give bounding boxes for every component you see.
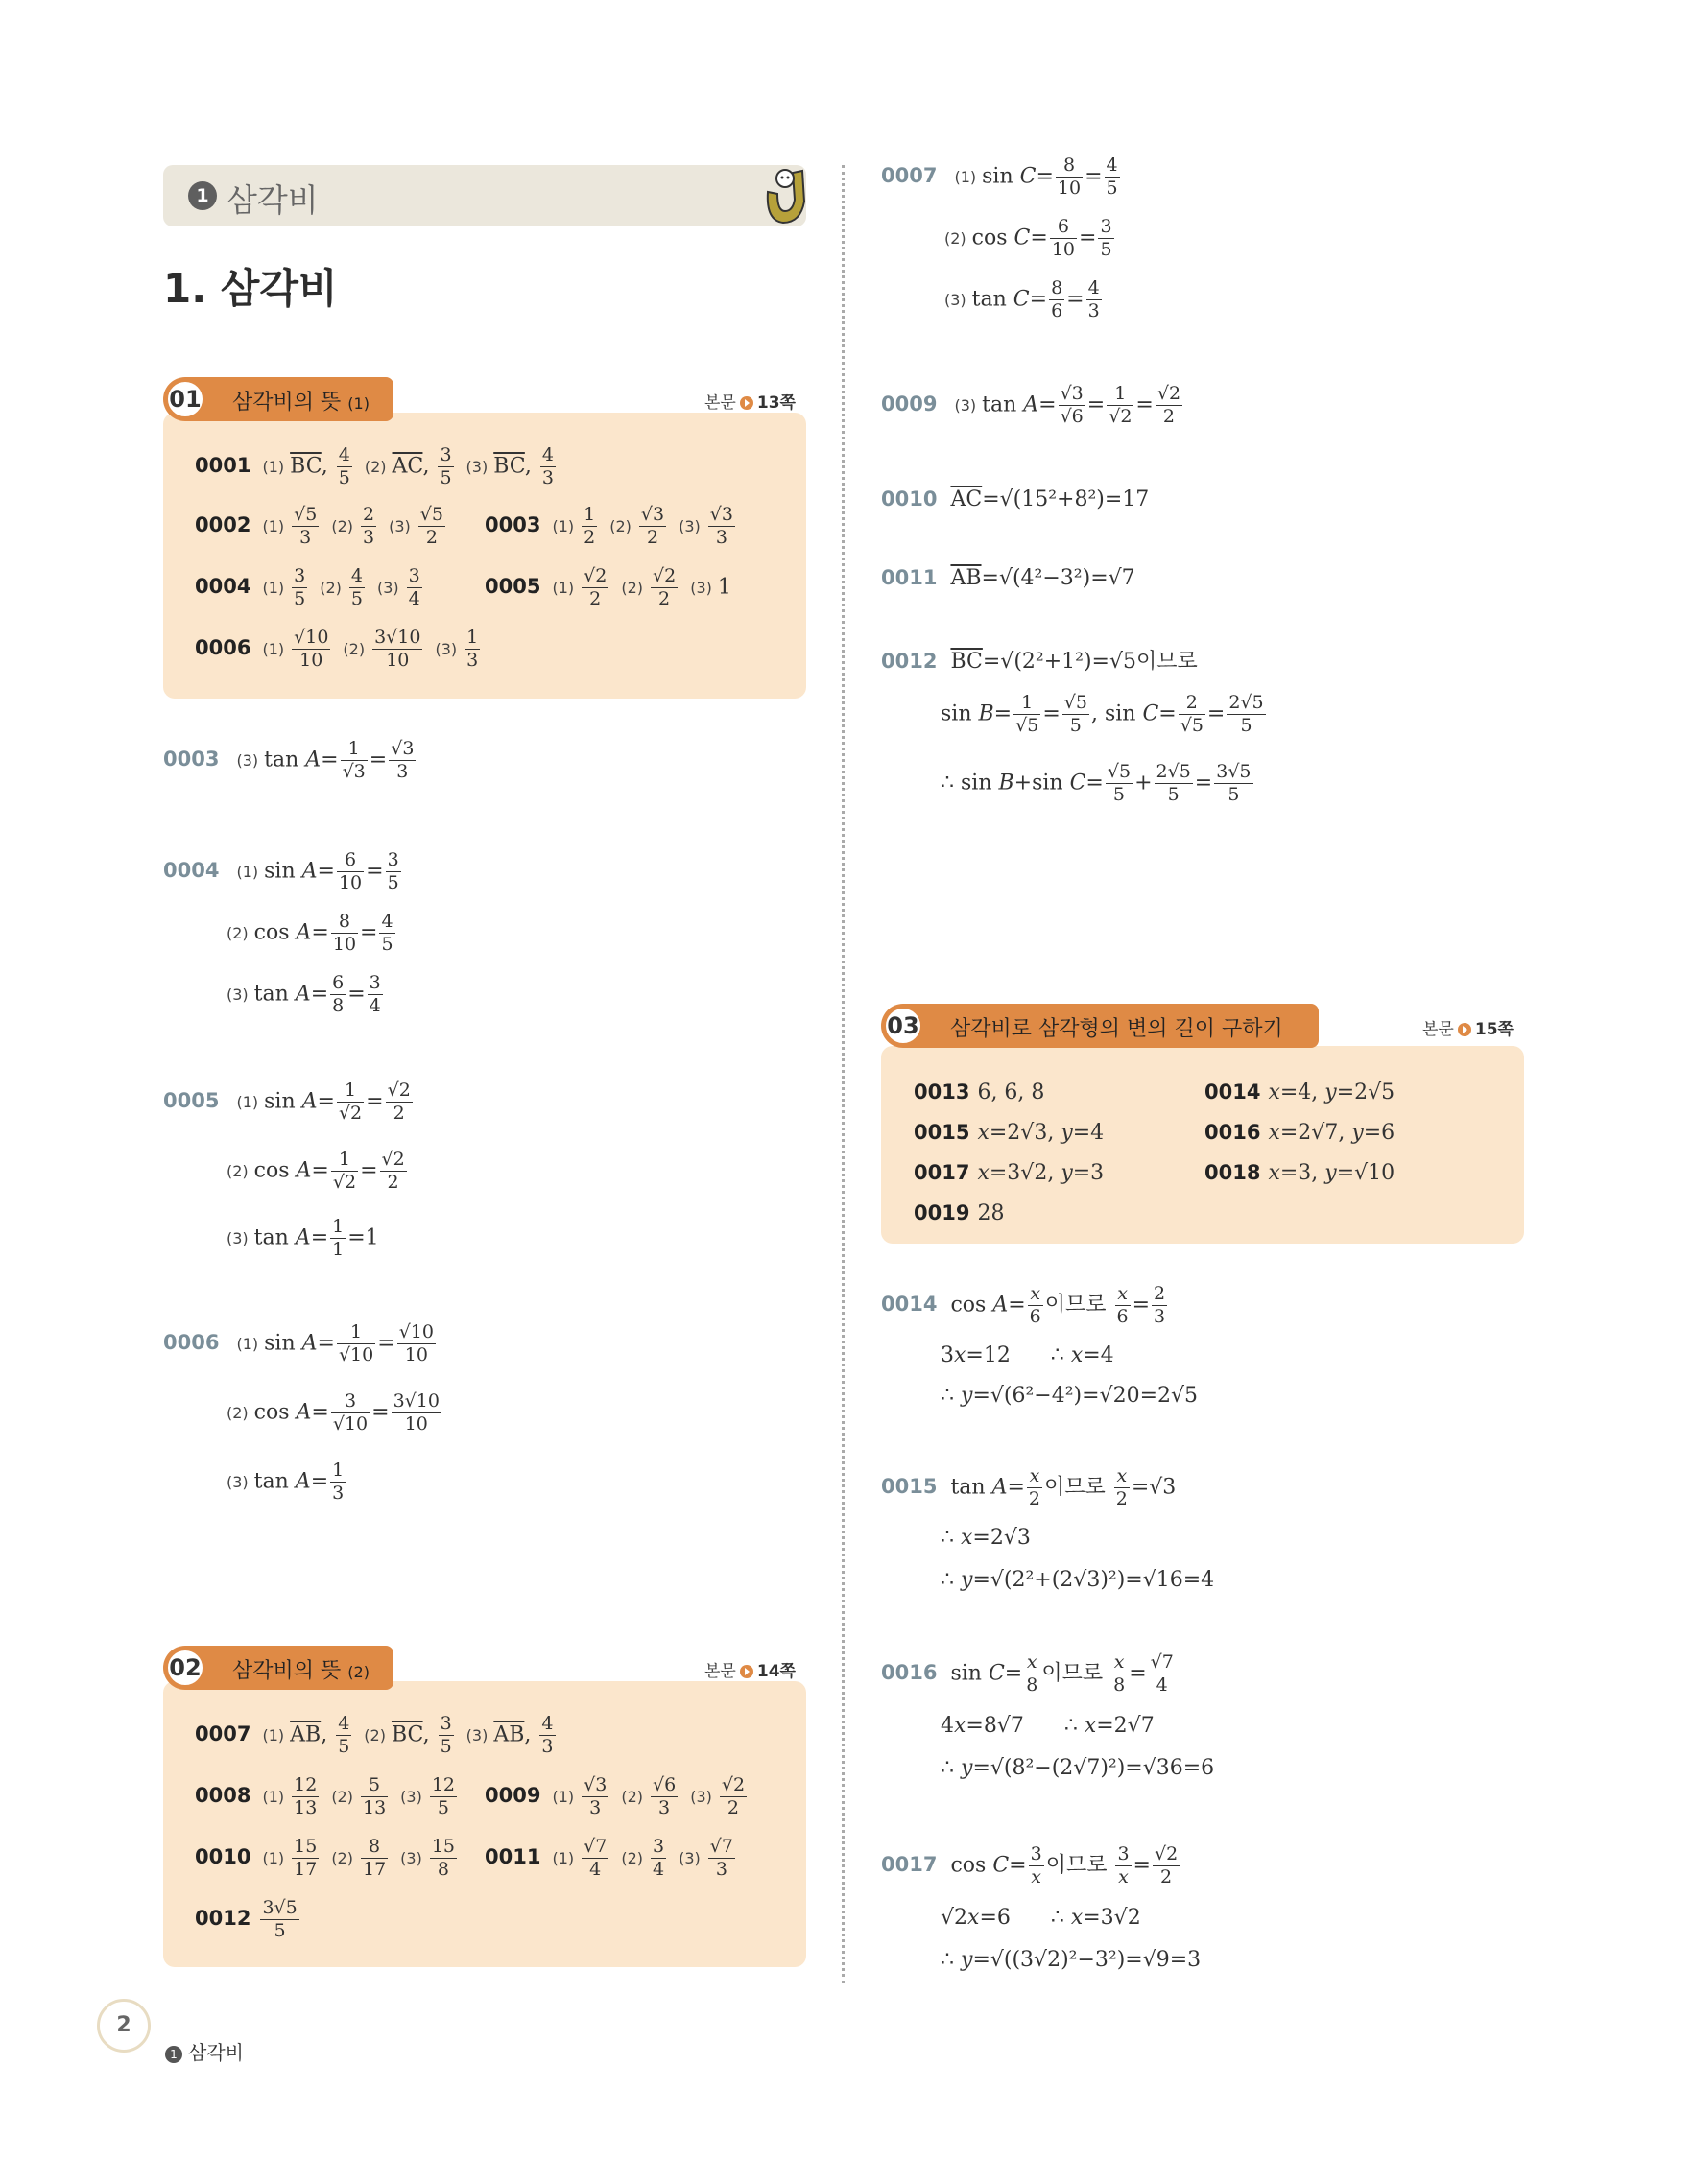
answer-row: 0001 (1) $\overline{BC}$, $\frac{4}{5}$ (2) $\overline{AC}$, $\frac{3}{5}$ (3) $\overline{BC}$, $\frac{4}{3}$ xyxy=(195,444,554,488)
solution-line: (2) cos A= $\frac{3}{√10}$ = $\frac{3√10}{10}$ xyxy=(227,1390,440,1435)
badge-number: 03 xyxy=(883,1006,923,1046)
solution-0010: 0010 $\overline{AC}=√(15^2+8^2)=17$ xyxy=(881,487,1150,511)
arrow-icon xyxy=(740,1665,753,1678)
solution-line: (2) cos A= $\frac{1}{√2}$ = $\frac{√2}{2}$ xyxy=(227,1149,405,1193)
answer-row: 0005 (1) $\frac{√2}{2}$ (2) $\frac{√2}{2}$ (3) 1 xyxy=(485,565,731,609)
badge-title: 삼각비의 뜻 (2) xyxy=(232,1659,370,1683)
answer-row: 0013 6, 6, 8 xyxy=(914,1080,1045,1104)
solution-0005: 0005 (1) sin A= $\frac{1}{√2}$ = $\frac{√2}{2}$ xyxy=(163,1080,411,1124)
badge-title: 삼각비의 뜻 (1) xyxy=(232,391,370,415)
answer-row: 0007 (1) $\overline{AB}$, $\frac{4}{5}$ (2) $\overline{BC}$, $\frac{3}{5}$ (3) $\overline{AB}$, $\frac{4}{3}$ xyxy=(195,1713,554,1757)
solution-line: (2) cos A= $\frac{8}{10}$ = $\frac{4}{5}$ xyxy=(227,911,393,955)
solution-line: (3) tan A= $\frac{6}{8}$ = $\frac{3}{4}$ xyxy=(227,972,381,1016)
solution-0014: 0014 cos A= $\frac{x}{6}$ 이므로 $\frac{x}{6}$ = $\frac{2}{3}$ xyxy=(881,1283,1166,1327)
answer-row: 0009 (1) $\frac{√3}{3}$ (2) $\frac{√6}{3}$ (3) $\frac{√2}{2}$ xyxy=(485,1774,746,1818)
answer-row: 0018 x=3, y=√10 xyxy=(1204,1161,1395,1185)
section-title: 1. 삼각비 xyxy=(163,265,338,312)
page-number: 2 xyxy=(97,1999,151,2053)
section-badge-01 xyxy=(163,377,393,421)
answer-row: 0003 (1) $\frac{1}{2}$ (2) $\frac{√3}{2}$ (3) $\frac{√3}{3}$ xyxy=(485,504,733,548)
answer-row: 0011 (1) $\frac{√7}{4}$ (2) $\frac{3}{4}$ (3) $\frac{√7}{3}$ xyxy=(485,1836,733,1880)
answer-row: 0016 x=2√7, y=6 xyxy=(1204,1121,1395,1145)
section-badge-02 xyxy=(163,1646,393,1690)
answer-row: 0019 28 xyxy=(914,1201,1005,1225)
column-divider xyxy=(842,165,845,1983)
solution-line: (3) tan C= $\frac{8}{6}$ = $\frac{4}{3}$ xyxy=(944,277,1100,321)
answer-row: 0004 (1) $\frac{3}{5}$ (2) $\frac{4}{5}$ (3) $\frac{3}{4}$ xyxy=(195,565,420,609)
solution-line: ∴ y=√(6²−4²)=√20=2√5 xyxy=(941,1384,1199,1408)
solution-0016: 0016 sin C= $\frac{x}{8}$ 이므로 $\frac{x}{8}$ = $\frac{√7}{4}$ xyxy=(881,1651,1174,1696)
answer-row: 0014 x=4, y=2√5 xyxy=(1204,1080,1395,1104)
answer-row: 0012 $\frac{3√5}{5}$ xyxy=(195,1897,298,1941)
solution-line: ∴ y=√((3√2)²−3²)=√9=3 xyxy=(941,1948,1202,1972)
solution-0017: 0017 cos C= $\frac{3}{x}$ 이므로 $\frac{3}{x}$ = $\frac{√2}{2}$ xyxy=(881,1843,1179,1887)
footer-chapter: 1 삼각비 xyxy=(165,2037,244,2065)
arrow-icon xyxy=(740,396,753,410)
solution-line: (3) tan A= $\frac{1}{3}$ xyxy=(227,1460,345,1504)
answer-row: 0015 x=2√3, y=4 xyxy=(914,1121,1105,1145)
answer-row: 0017 x=3√2, y=3 xyxy=(914,1161,1105,1185)
solution-0006: 0006 (1) sin A= $\frac{1}{√10}$ = $\frac{√10}{10}$ xyxy=(163,1321,434,1365)
solution-0015: 0015 tan A= $\frac{x}{2}$ 이므로 $\frac{x}{2}$ =√3 xyxy=(881,1465,1177,1509)
section-badge-03 xyxy=(881,1004,1319,1048)
solution-line: (2) cos C= $\frac{6}{10}$ = $\frac{3}{5}$ xyxy=(944,216,1112,260)
badge-number: 01 xyxy=(165,379,205,419)
solution-0012: 0012 $\overline{BC}=√(2^2+1^2)=√5$이므로 xyxy=(881,650,1198,674)
page-reference: 본문 14쪽 xyxy=(704,1662,796,1681)
chapter-number: 1 xyxy=(188,181,217,210)
solution-line: ∴ sin B+sin C= $\frac{√5}{5}$ + $\frac{2√5}{5}$ = $\frac{3√5}{5}$ xyxy=(941,761,1252,805)
solution-0009: 0009 (3) tan A= $\frac{√3}{√6}$ = $\frac{1}{√2}$ = $\frac{√2}{2}$ xyxy=(881,383,1181,427)
answer-row: 0002 (1) $\frac{√5}{3}$ (2) $\frac{2}{3}$ (3) $\frac{√5}{2}$ xyxy=(195,504,443,548)
badge-number: 02 xyxy=(165,1648,205,1688)
solution-0007: 0007 (1) sin C= $\frac{8}{10}$ = $\frac{4}{5}$ xyxy=(881,154,1118,199)
answer-row: 0006 (1) $\frac{√10}{10}$ (2) $\frac{3√10}{10}$ (3) $\frac{1}{3}$ xyxy=(195,627,479,671)
solution-0011: 0011 $\overline{AB}=√(4^2-3^2)=√7$ xyxy=(881,566,1135,590)
chapter-header xyxy=(163,165,806,226)
solution-line: ∴ y=√(8²−(2√7)²)=√36=6 xyxy=(941,1756,1215,1780)
page-reference: 본문 13쪽 xyxy=(704,393,796,413)
answer-row: 0010 (1) $\frac{15}{17}$ (2) $\frac{8}{17}$ (3) $\frac{15}{8}$ xyxy=(195,1836,456,1880)
solution-line: ∴ y=√(2²+(2√3)²)=√16=4 xyxy=(941,1568,1215,1592)
solution-0003: 0003 (3) tan A= $\frac{1}{√3}$ = $\frac{√3}{3}$ xyxy=(163,738,415,782)
solution-line: 3x=12 ∴ x=4 xyxy=(941,1343,1114,1367)
solution-line: 4x=8√7 ∴ x=2√7 xyxy=(941,1714,1155,1738)
solution-line: (3) tan A= $\frac{1}{1}$ =1 xyxy=(227,1216,379,1260)
solution-0004: 0004 (1) sin A= $\frac{6}{10}$ = $\frac{3}{5}$ xyxy=(163,849,399,893)
solution-line: ∴ x=2√3 xyxy=(941,1526,1031,1550)
solution-line: sin B= $\frac{1}{√5}$ = $\frac{√5}{5}$ , sin C= $\frac{2}{√5}$ = $\frac{2√5}{5}$ xyxy=(941,692,1264,736)
mascot-icon xyxy=(758,163,812,226)
badge-title: 삼각비로 삼각형의 변의 길이 구하기 xyxy=(950,1017,1283,1041)
chapter-title: 삼각비 xyxy=(227,181,319,219)
arrow-icon xyxy=(1458,1023,1471,1036)
page-reference: 본문 15쪽 xyxy=(1422,1020,1514,1039)
answer-row: 0008 (1) $\frac{12}{13}$ (2) $\frac{5}{13}$ (3) $\frac{12}{5}$ xyxy=(195,1774,456,1818)
solution-line: √2x=6 ∴ x=3√2 xyxy=(941,1906,1141,1930)
